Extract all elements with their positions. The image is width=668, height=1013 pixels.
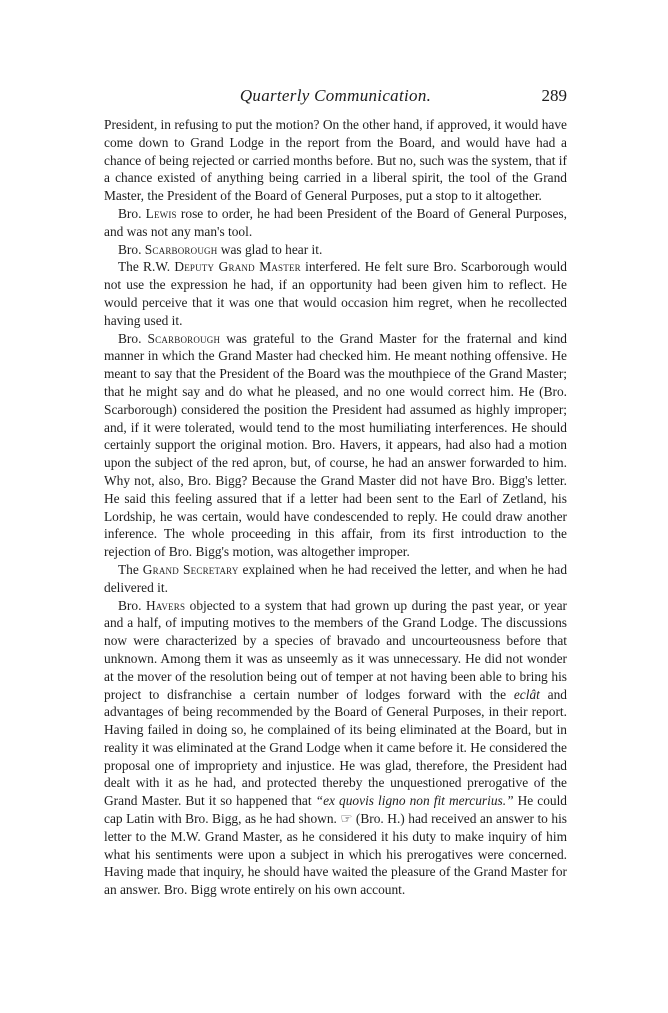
paragraph-7-text-1: objected to a system that had grown up during the past year, or year and a half, of imputing motives to the members of the Grand Lodge. The discussions now were characterized by a species of bravado and uncourteousness before that unknown. Among them it was as unseemly as it was unnecessary. He did not wonder at the mover of the resolution being out of temper at not having been able to bring his project to disfranchise a certain number of lodges forward with the	[104, 597, 567, 702]
speaker-name: Lewis	[145, 205, 177, 221]
paragraph-1-text: President, in refusing to put the motion? On the other hand, if approved, it would have come down to Grand Lodge in the report from the Board, and would have had a chance of being rejected or carried months before. But no, such was the system, that if a chance existed of anything being carried in a liberal spirit, the tool of the Grand Master, the President of the Board of General Purposes, put a stop to it altogether.	[104, 117, 567, 204]
paragraph-3	[104, 241, 567, 259]
paragraph-1	[104, 116, 567, 205]
pointing-hand-icon: ☞	[340, 811, 353, 827]
paragraph-2	[104, 205, 567, 241]
speaker-name: Scarborough	[144, 241, 218, 257]
body-text	[104, 116, 567, 899]
paragraph-6-text: explained when he had received the letter, and when he had delivered it.	[104, 561, 568, 595]
paragraph-7-text-4: (Bro. H.) had received an answer to his letter to the M.W. Grand Master, as he considered it his duty to make inquiry of him what his sentiments were upon a subject in which his prerogatives were concerned. Having made that inquiry, he should have waited the pleasure of the Grand Master for an answer. Bro. Bigg wrote entirely on his own account.	[104, 811, 567, 898]
paragraph-6	[104, 561, 567, 597]
paragraph-7-text-3: He could cap Latin with Bro. Bigg, as he had shown.	[104, 793, 567, 827]
paragraph-7-text-2: and advantages of being recommended by the Board of General Purposes, in their report. Having failed in doing so, he complained of its being eliminated at the Board, but in reality it was eliminated at the Grand Lodge when it came before it. He considered the proposal one of impropriety and injustice. He was glad, therefore, the President had dealt with it as he had, and protected thereby the unquestioned prerogative of the Grand Master. But it so happened that	[104, 686, 567, 809]
speaker-name: Havers	[145, 597, 186, 613]
page-number: 289	[541, 86, 567, 105]
book-page	[104, 86, 567, 899]
paragraph-5-prefix: Bro.	[118, 330, 148, 346]
speaker-name: Deputy Grand Master	[174, 259, 301, 275]
paragraph-5	[104, 330, 567, 561]
paragraph-4-prefix: The R.W.	[118, 259, 175, 275]
paragraph-4-text: interfered. He felt sure Bro. Scarborough would not use the expression he had, if an opportunity had been given him to reflect. He would perceive that it was one that would occasion him regret, when he recollected having used it.	[104, 259, 567, 328]
paragraph-7-prefix: Bro.	[118, 597, 146, 613]
speaker-name: Grand Secretary	[142, 561, 239, 577]
paragraph-5-text: was grateful to the Grand Master for the fraternal and kind manner in which the Grand Master had checked him. He meant nothing offensive. He meant to say that the President of the Board was the mouthpiece of the Grand Master; that he might say and do what he pleased, and no one would correct him. He (Bro. Scarborough) considered the position the President had assumed as highly improper; and, if it were tolerated, would tend to the most humiliating interferences. He should certainly support the original motion. Bro. Havers, it appears, had also had a motion upon the subject of the red apron, but, of course, he had an answer forwarded to him. Why not, also, Bro. Bigg? Because the Grand Master did not have Bro. Bigg's letter. He said this feeling assured that if a letter had been sent to the Earl of Zetland, his Lordship, he was certain, would have condescended to reply. He could draw another inference. The whole proceeding in this affair, from its first introduction to the rejection of Bro. Bigg's motion, was altogether improper.	[104, 330, 567, 560]
paragraph-2-text: rose to order, he had been President of the Board of General Purposes, and was not any man's tool.	[104, 205, 567, 239]
paragraph-3-text: was glad to hear it.	[217, 241, 323, 257]
paragraph-2-prefix: Bro.	[118, 205, 146, 221]
paragraph-7	[104, 597, 567, 900]
paragraph-4	[104, 258, 567, 329]
paragraph-3-prefix: Bro.	[118, 241, 145, 257]
italic-term: eclât	[513, 686, 540, 702]
page-header	[104, 86, 567, 116]
running-title: Quarterly Communication.	[239, 86, 432, 105]
speaker-name: Scarborough	[147, 330, 221, 346]
paragraph-6-prefix: The	[118, 561, 143, 577]
latin-quote: “ex quovis ligno non fit mercurius.”	[315, 793, 514, 809]
